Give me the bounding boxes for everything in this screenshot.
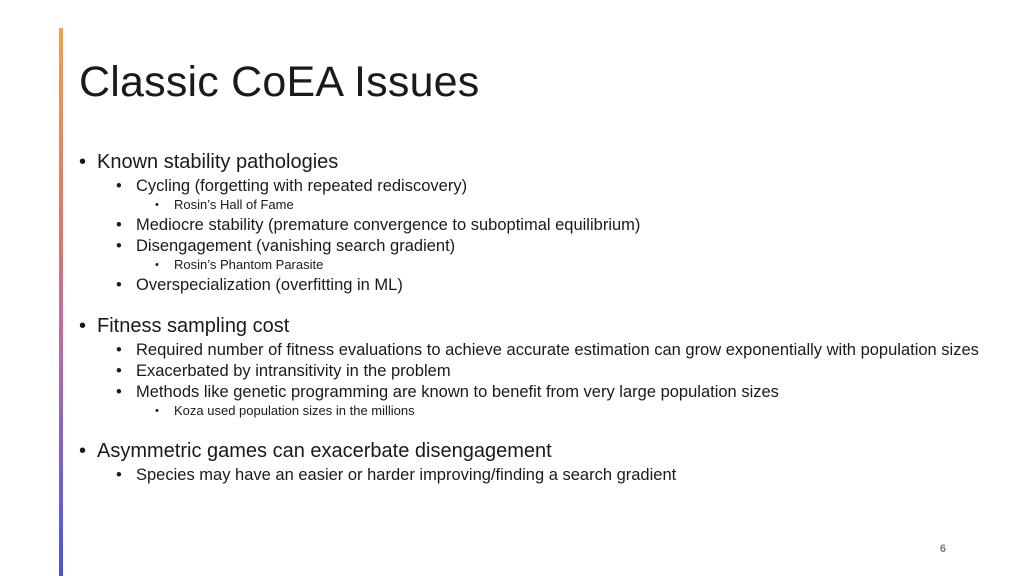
bullet-overspecialization: • Overspecialization (overfitting in ML) (79, 277, 979, 294)
page-number: 6 (939, 543, 946, 555)
bullet-mediocre-stability: • Mediocre stability (premature convergence to suboptimal equilibrium) (79, 217, 979, 234)
bullet-asymmetric-games: • Asymmetric games can exacerbate disengagement (79, 439, 979, 463)
bullet-required-evaluations: • Required number of fitness evaluations to achieve accurate estimation can grow exponentially with population sizes (79, 342, 979, 359)
bullet-rosins-hall-of-fame: • Rosin’s Hall of Fame (79, 197, 979, 213)
bullet-genetic-programming: • Methods like genetic programming are known to benefit from very large population sizes (79, 384, 979, 401)
section-gap (79, 419, 979, 439)
accent-bar (59, 28, 63, 576)
section-gap (79, 294, 979, 314)
bullet-rosins-phantom-parasite: • Rosin’s Phantom Parasite (79, 257, 979, 273)
bullet-fitness-sampling-cost: • Fitness sampling cost (79, 314, 979, 338)
slide-title: Classic CoEA Issues (79, 58, 480, 106)
bullet-species-gradient: • Species may have an easier or harder improving/finding a search gradient (79, 467, 979, 484)
bullet-disengagement: • Disengagement (vanishing search gradient) (79, 238, 979, 255)
bullet-known-stability-pathologies: • Known stability pathologies (79, 150, 979, 174)
bullet-intransitivity: • Exacerbated by intransitivity in the problem (79, 363, 979, 380)
slide-content (79, 150, 979, 484)
bullet-cycling: • Cycling (forgetting with repeated rediscovery) (79, 178, 979, 195)
bullet-koza: • Koza used population sizes in the millions (79, 403, 979, 419)
